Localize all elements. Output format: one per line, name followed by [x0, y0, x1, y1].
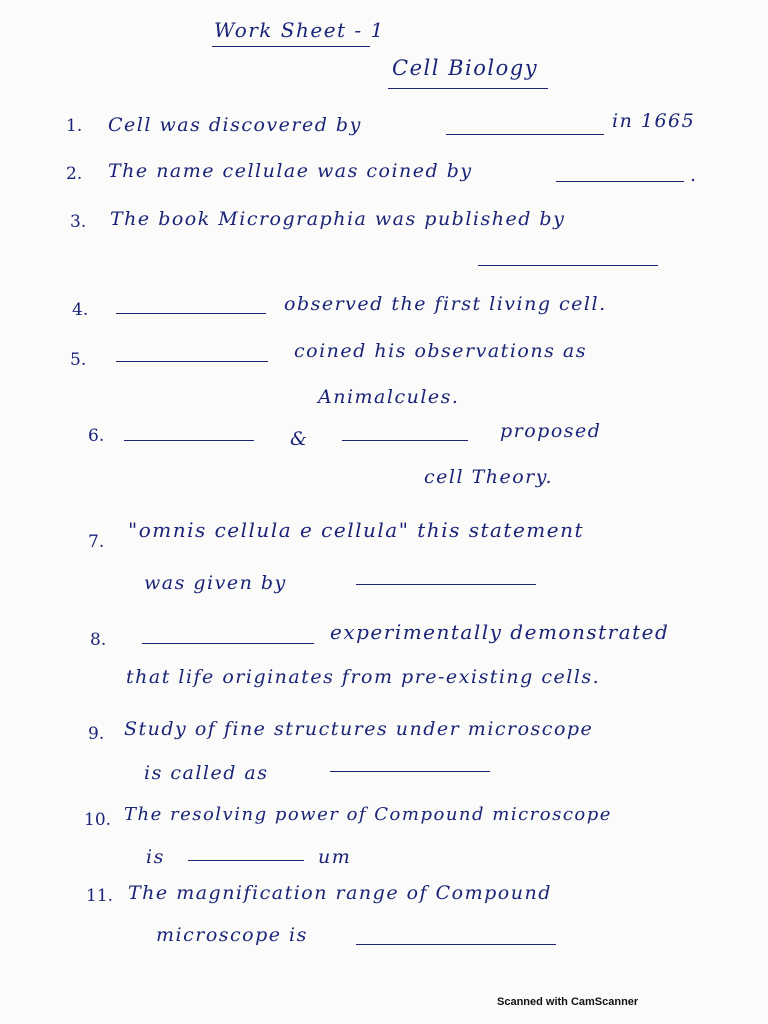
question-text: Study of fine structures under microscope	[124, 718, 594, 740]
question-text: observed the first living cell.	[284, 293, 607, 315]
scanner-watermark: Scanned with CamScanner	[497, 996, 639, 1008]
question-text: Cell was discovered by	[108, 114, 362, 136]
question-text: The name cellulae was coined by	[108, 160, 473, 182]
question-text: .	[690, 164, 698, 186]
question-number: 6.	[88, 426, 105, 446]
question-text: The resolving power of Compound microscope	[124, 804, 612, 825]
question-number: 3.	[70, 212, 87, 232]
question-text: "omnis cellula e cellula" this statement	[128, 518, 585, 542]
question-number: 7.	[88, 532, 105, 552]
subtitle-underline	[388, 88, 548, 89]
answer-blank[interactable]	[556, 181, 684, 182]
question-number: 10.	[84, 810, 112, 830]
question-number: 8.	[90, 630, 107, 650]
question-text: was given by	[144, 572, 287, 594]
answer-blank[interactable]	[330, 771, 490, 772]
answer-blank[interactable]	[188, 860, 304, 861]
worksheet-title: Work Sheet - 1	[214, 18, 385, 42]
question-text: that life originates from pre-existing cells.	[126, 666, 601, 688]
answer-blank[interactable]	[356, 584, 536, 585]
title-underline	[212, 46, 370, 47]
question-text: The magnification range of Compound	[128, 882, 552, 904]
worksheet-subtitle: Cell Biology	[392, 56, 539, 80]
question-text: coined his observations as	[294, 340, 587, 362]
question-text: proposed	[500, 420, 602, 442]
question-number: 9.	[88, 724, 105, 744]
question-text: &	[290, 428, 309, 450]
question-text: in 1665	[612, 110, 696, 132]
answer-blank[interactable]	[342, 440, 468, 441]
question-text: experimentally demonstrated	[330, 620, 670, 644]
question-number: 2.	[66, 164, 83, 184]
question-text: cell Theory.	[424, 466, 554, 488]
answer-blank[interactable]	[142, 643, 314, 644]
question-number: 1.	[66, 116, 83, 136]
answer-blank[interactable]	[116, 313, 266, 314]
question-text: The book Micrographia was published by	[110, 208, 566, 230]
question-number: 11.	[86, 886, 114, 906]
question-text: Animalcules.	[318, 386, 460, 408]
answer-blank[interactable]	[116, 361, 268, 362]
question-text: is	[146, 846, 165, 868]
question-number: 5.	[70, 350, 87, 370]
answer-blank[interactable]	[124, 440, 254, 441]
question-text: microscope is	[156, 924, 308, 946]
answer-blank[interactable]	[356, 944, 556, 945]
answer-blank[interactable]	[478, 265, 658, 266]
question-text: um	[318, 846, 352, 868]
answer-blank[interactable]	[446, 134, 604, 135]
question-text: is called as	[144, 762, 269, 784]
question-number: 4.	[72, 300, 89, 320]
